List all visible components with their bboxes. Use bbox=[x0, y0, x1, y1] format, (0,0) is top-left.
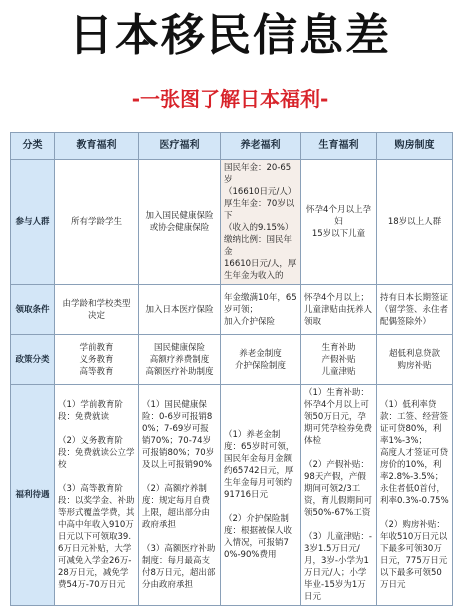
table-cell: 加入日本医疗保险 bbox=[139, 285, 221, 335]
table-cell: 年金缴满10年，65 岁可领； 加入介护保险 bbox=[221, 285, 301, 335]
row-label: 政策分类 bbox=[11, 335, 55, 385]
table-cell: （1）生育补助：怀孕4个月以上可领50万日元，孕期可凭孕检券免费体检 （2）产假补贴：98天产假，产假期间可领2/3工资，育儿假期间可领50%-67%工资 （3）儿童津贴：-3岁1.5万日元/月，3岁-小学为1万日元/人；小学毕业-15岁为1万日元 bbox=[301, 385, 377, 606]
welfare-table bbox=[10, 132, 453, 606]
header-housing: 购房制度 bbox=[377, 133, 453, 160]
header-pension: 养老福利 bbox=[221, 133, 301, 160]
table-cell: 国民健康保险 高额疗养费制度 高额医疗补助制度 bbox=[139, 335, 221, 385]
table-cell: 由学龄和学校类型 决定 bbox=[55, 285, 139, 335]
table-cell: 怀孕4个月以上； 儿童津贴由抚养人领取 bbox=[301, 285, 377, 335]
row-label: 领取条件 bbox=[11, 285, 55, 335]
table-row bbox=[11, 160, 453, 285]
table-cell: （1）低利率贷款：工签、经营签证可贷80%，利率1%-3%； 高度人才签证可贷房价的10%，利率2.8%-3.5%； 永住者低0首付，利率0.3%-0.75% （2）购房补贴：年收510万日元以下最多可领30万日元，775万日元以下最多可领50万日元 bbox=[377, 385, 453, 606]
main-title: 日本移民信息差 bbox=[69, 10, 391, 61]
table-cell: 养老金制度 介护保险制度 bbox=[221, 335, 301, 385]
table-cell: （1）养老金制度：65岁时可领，国民年金每月金额约65742日元，厚生年金每月可领约91716日元 （2）介护保险制度：根据被保人收入情况，可报销70%-90%费用 bbox=[221, 385, 301, 606]
table-cell: （1）学前教育阶段：免费就读 （2）义务教育阶段：免费就读公立学校 （3）高等教育阶段：以奖学金、补助等形式覆盖学费，其中高中年收入910万日元以下可领取39.6万日元补贴，大学可减免入学金26万-28万日元，减免学费54万-70万日元 bbox=[55, 385, 139, 606]
table-cell: （1）国民健康保险：0-6岁可报销80%；7-69岁可报销70%；70-74岁可报销80%；70岁及以上可报销90% （2）高额疗养制度：规定每月自费上限，超出部分由政府承担 （3）高额医疗补助制度：每月最高支付8万日元，超出部分由政府承担 bbox=[139, 385, 221, 606]
table-cell: 国民年金：20-65岁 （16610日元/人） 厚生年金：70岁以下 （收入的9.15%） 缴纳比例：国民年金 16610日元/人，厚 生年金为收入的 bbox=[221, 160, 301, 285]
header-maternity: 生育福利 bbox=[301, 133, 377, 160]
header-medical: 医疗福利 bbox=[139, 133, 221, 160]
subtitle: -一张图了解日本福利- bbox=[131, 87, 329, 111]
table-row bbox=[11, 335, 453, 385]
table-row bbox=[11, 285, 453, 335]
title-banner bbox=[0, 0, 460, 75]
header-category: 分类 bbox=[11, 133, 55, 160]
table-cell: 18岁以上人群 bbox=[377, 160, 453, 285]
header-education: 教育福利 bbox=[55, 133, 139, 160]
table-cell: 学前教育 义务教育 高等教育 bbox=[55, 335, 139, 385]
table-row bbox=[11, 385, 453, 606]
row-label: 福利待遇 bbox=[11, 385, 55, 606]
row-label: 参与人群 bbox=[11, 160, 55, 285]
table-cell: 加入国民健康保险 或协会健康保险 bbox=[139, 160, 221, 285]
table-cell: 所有学龄学生 bbox=[55, 160, 139, 285]
table-header-row bbox=[11, 133, 453, 160]
table-cell: 怀孕4个月以上孕妇 15岁以下儿童 bbox=[301, 160, 377, 285]
table-cell: 持有日本长期签证 （留学签、永住者 配偶签除外） bbox=[377, 285, 453, 335]
table-cell: 生育补助 产假补贴 儿童津贴 bbox=[301, 335, 377, 385]
table-cell: 超低利息贷款 购房补贴 bbox=[377, 335, 453, 385]
